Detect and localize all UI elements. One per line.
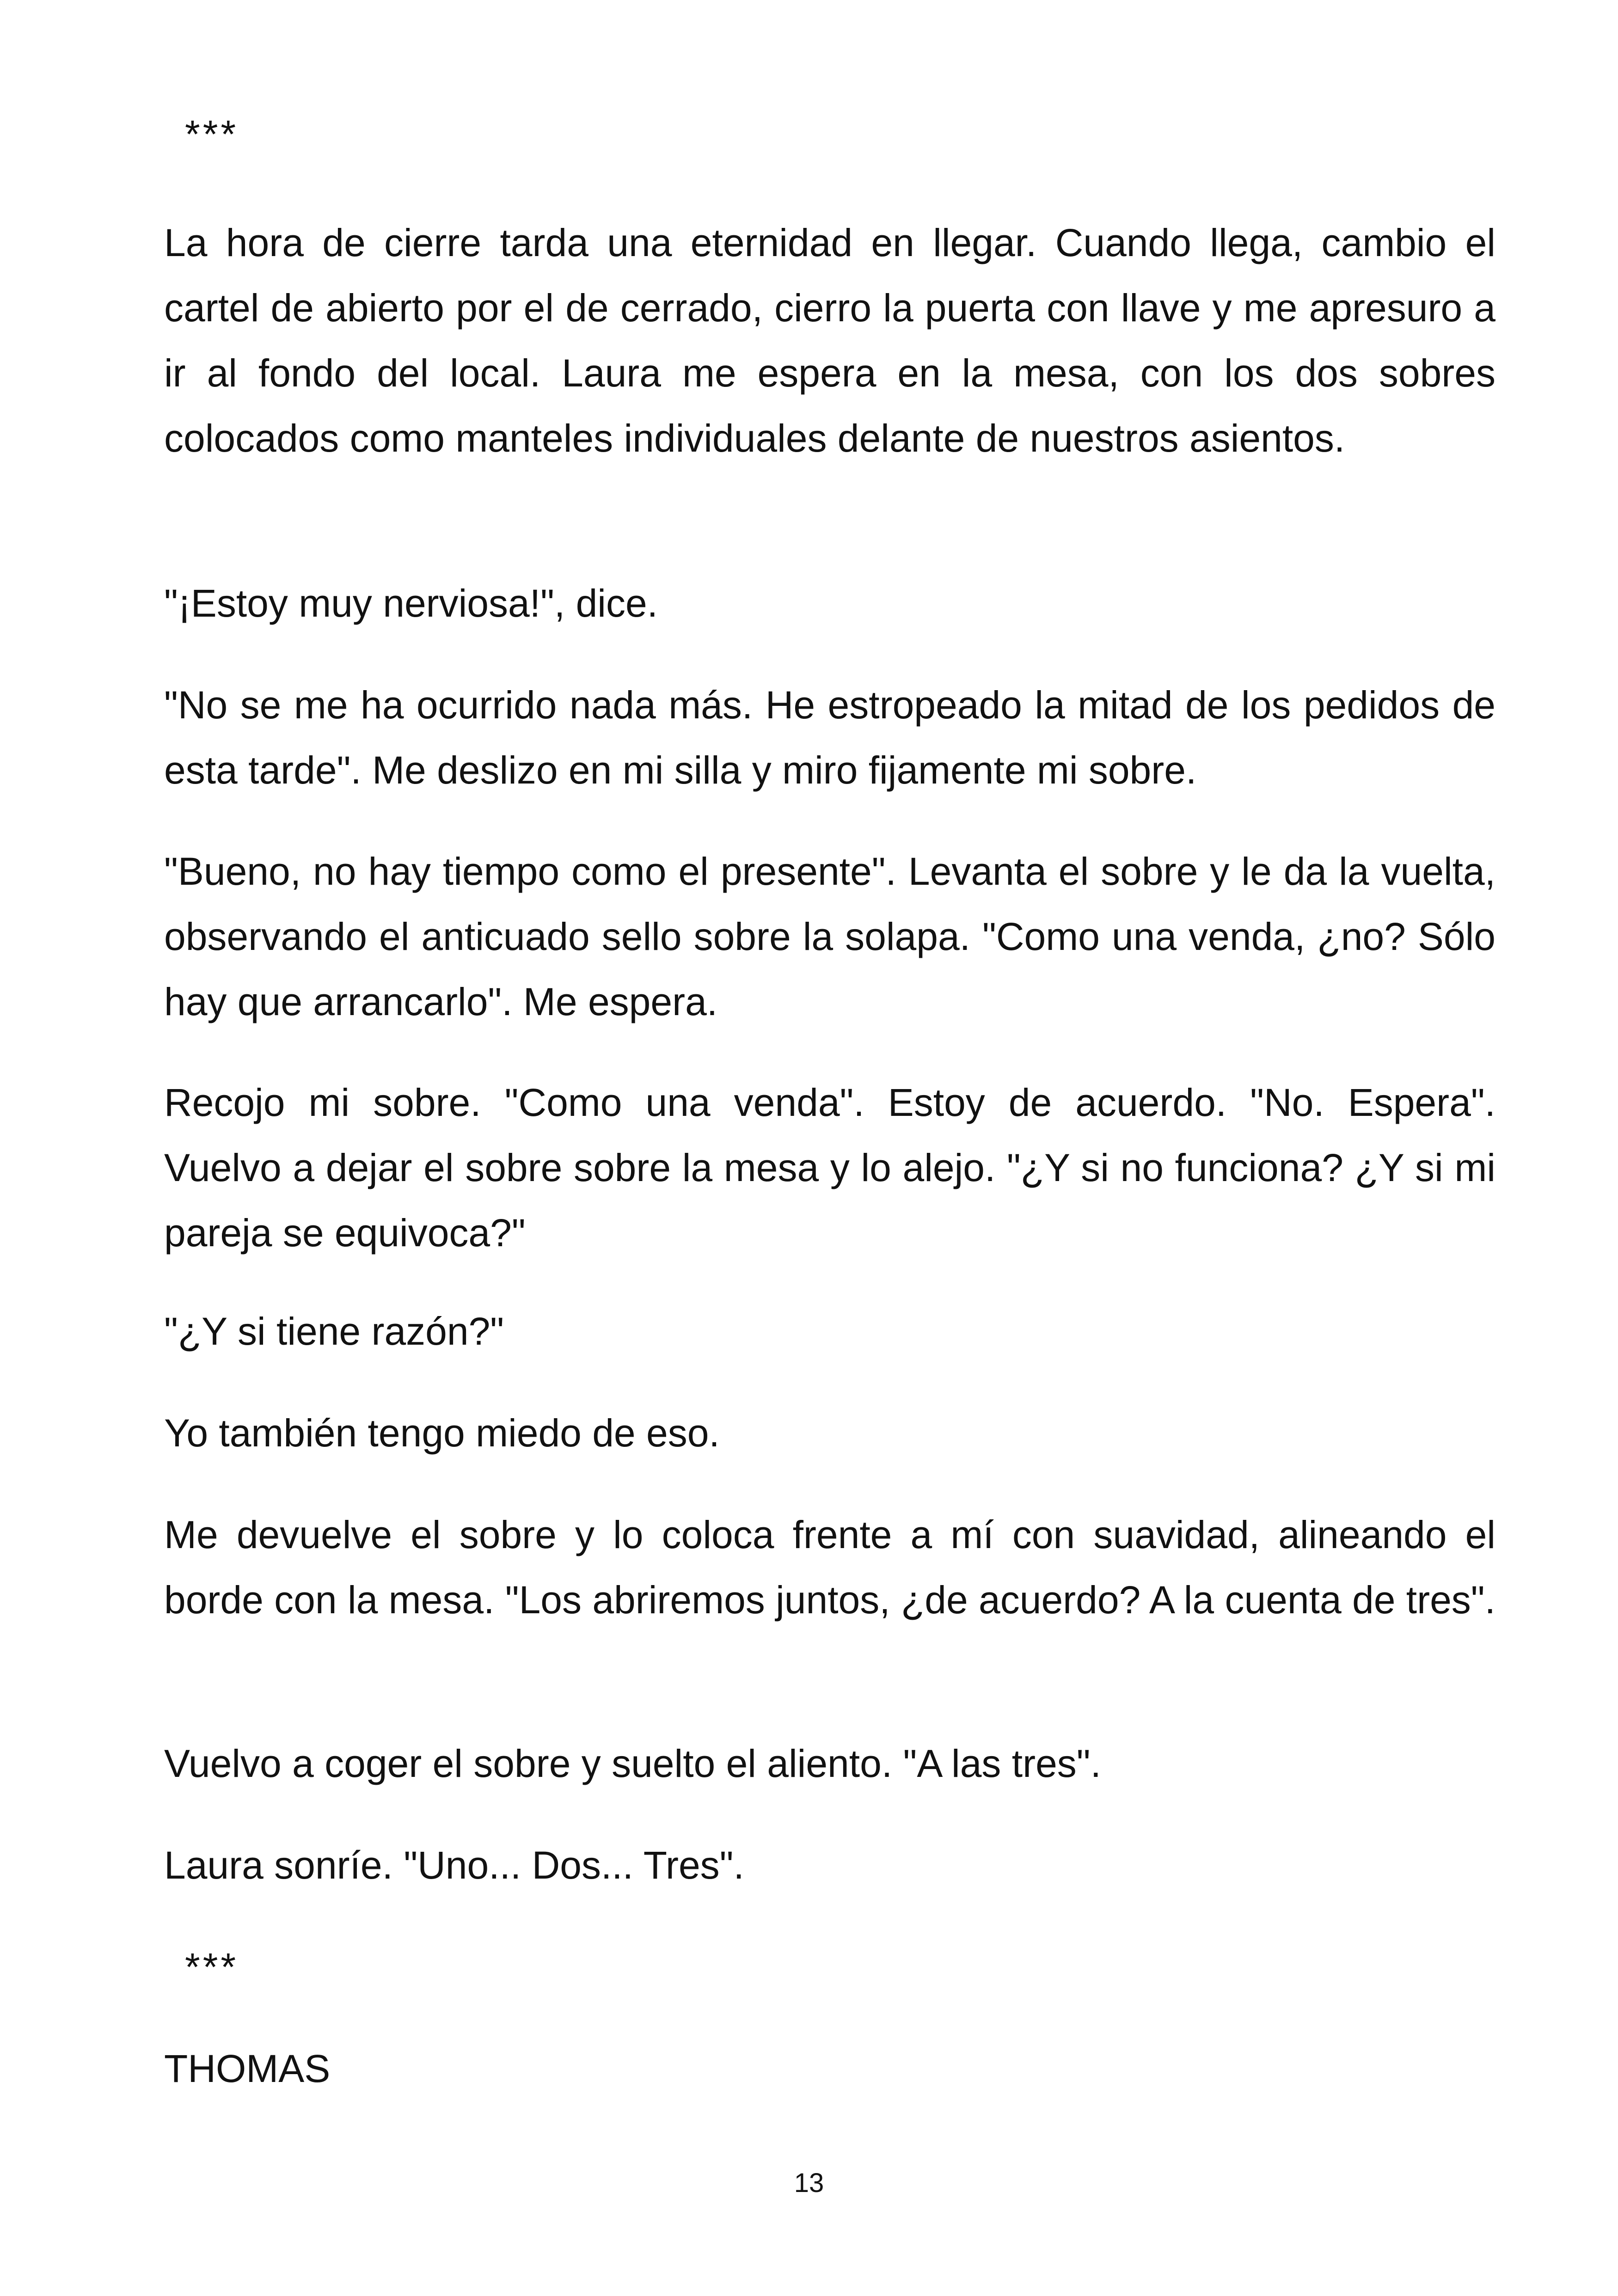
paragraph-at-three: Vuelvo a coger el sobre y suelto el aliento. "A las tres".: [164, 1742, 1101, 1785]
paragraph-count: Laura sonríe. "Uno... Dos... Tres".: [164, 1843, 744, 1887]
paragraph-closing-time: La hora de cierre tarda una eternidad en llegar. Cuando llega, cambio el cartel de abierto por el de cerrado, cierro la puerta con llave y me apresuro a ir al fondo del local. Laura me espera en la mesa, con los dos sobres colocados como manteles individuales delante de nuestros asientos.: [164, 221, 1495, 460]
paragraph-fear: Yo también tengo miedo de eso.: [164, 1411, 720, 1455]
paragraph-together: Me devuelve el sobre y lo coloca frente a mí con suavidad, alineando el borde con la mesa. "Los abriremos juntos, ¿de acuerdo? A la cuenta de tres".: [164, 1513, 1495, 1622]
page-number: 13: [794, 2168, 824, 2198]
paragraph-right: "¿Y si tiene razón?": [164, 1310, 504, 1353]
paragraph-wait: Recojo mi sobre. "Como una venda". Estoy de acuerdo. "No. Espera". Vuelvo a dejar el sobre sobre la mesa y lo alejo. "¿Y si no funciona? ¿Y si mi pareja se equivoca?": [164, 1081, 1495, 1255]
section-heading: THOMAS: [164, 2047, 331, 2090]
paragraph-nervous: "¡Estoy muy nerviosa!", dice.: [164, 582, 658, 625]
paragraph-bandage: "Bueno, no hay tiempo como el presente". Levanta el sobre y le da la vuelta, observando el anticuado sello sobre la solapa. "Como una venda, ¿no? Sólo hay que arrancarlo". Me espera.: [164, 850, 1495, 1023]
scene-separator-bottom: ***: [185, 1945, 239, 1989]
scene-separator-top: ***: [185, 112, 239, 156]
paragraph-orders: "No se me ha ocurrido nada más. He estropeado la mitad de los pedidos de esta tarde". Me deslizo en mi silla y miro fijamente mi sobre.: [164, 683, 1495, 792]
